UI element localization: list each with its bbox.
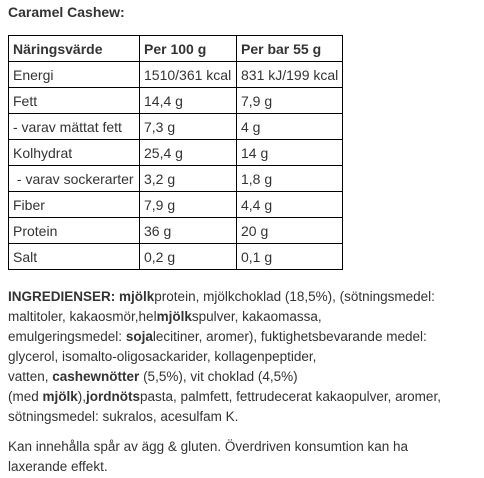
nutrient-name: - varav sockerarter (9, 166, 140, 192)
ingredient-text: sötningsmedel: sukralos, acesulfam K. (8, 409, 239, 424)
ingredient-text: glycerol, isomalto-oligosackarider, kollagenpeptider, (8, 349, 317, 364)
ingredient-allergen: cashewnötter (52, 369, 140, 384)
nutrient-name: Kolhydrat (9, 140, 140, 166)
header-per-bar: Per bar 55 g (237, 36, 343, 62)
product-title: Caramel Cashew: (8, 4, 125, 20)
warning-line: laxerande effekt. (8, 459, 108, 474)
ingredient-text: lecitiner, aromer), fuktighetsbevarande medel: (152, 329, 427, 344)
table-row (9, 192, 343, 218)
ingredient-allergen: mjölk (42, 389, 78, 404)
table-row (9, 218, 343, 244)
value-per-100g: 25,4 g (140, 140, 237, 166)
table-row (9, 114, 343, 140)
value-per-bar: 4,4 g (237, 192, 343, 218)
ingredient-allergen: mjölk (119, 289, 155, 304)
warning-line: Kan innehålla spår av ägg & gluten. Överdriven konsumtion kan ha (8, 439, 408, 454)
nutrition-table (8, 35, 343, 270)
ingredient-text: pasta, palmfett, fettrudecerat kakaopulver, aromer, (140, 389, 441, 404)
value-per-bar: 0,1 g (237, 244, 343, 270)
ingredient-allergen: jordnöts (86, 389, 141, 404)
value-per-bar: 831 kJ/199 kcal (237, 62, 343, 88)
ingredient-text: (5,5%), vit choklad (4,5%) (139, 369, 298, 384)
table-row (9, 140, 343, 166)
ingredient-text: emulgeringsmedel: (8, 329, 126, 344)
nutrition-header-row (9, 36, 343, 62)
ingredient-allergen: soja (125, 329, 153, 344)
value-per-100g: 1510/361 kcal (140, 62, 237, 88)
ingredient-text: spulver, kakaomassa, (191, 309, 322, 324)
table-row (9, 62, 343, 88)
ingredient-text: (med (8, 389, 43, 404)
nutrient-name: Salt (9, 244, 140, 270)
value-per-100g: 36 g (140, 218, 237, 244)
ingredient-text: ), (77, 389, 87, 404)
value-per-bar: 14 g (237, 140, 343, 166)
nutrient-name: Fett (9, 88, 140, 114)
value-per-bar: 1,8 g (237, 166, 343, 192)
ingredient-text: maltitoler, kakaosmör,hel (8, 309, 157, 324)
nutrient-name: Energi (9, 62, 140, 88)
ingredients-label: INGREDIENSER: (8, 289, 116, 304)
header-nutrient: Näringsvärde (9, 36, 140, 62)
ingredients-text (8, 287, 478, 427)
nutrient-name: Fiber (9, 192, 140, 218)
value-per-100g: 14,4 g (140, 88, 237, 114)
table-row (9, 244, 343, 270)
ingredient-text: protein, mjölkchoklad (18,5%), (sötningsmedel: (154, 289, 435, 304)
value-per-100g: 3,2 g (140, 166, 237, 192)
value-per-bar: 4 g (237, 114, 343, 140)
nutrient-name: Protein (9, 218, 140, 244)
ingredient-allergen: mjölk (156, 309, 192, 324)
allergen-warning (8, 437, 478, 477)
table-row (9, 166, 343, 192)
value-per-100g: 0,2 g (140, 244, 237, 270)
ingredients-body (8, 289, 441, 424)
ingredient-text: vatten, (8, 369, 53, 384)
nutrient-name: - varav mättat fett (9, 114, 140, 140)
value-per-bar: 7,9 g (237, 88, 343, 114)
value-per-bar: 20 g (237, 218, 343, 244)
table-row (9, 88, 343, 114)
header-per-100g: Per 100 g (140, 36, 237, 62)
value-per-100g: 7,3 g (140, 114, 237, 140)
value-per-100g: 7,9 g (140, 192, 237, 218)
